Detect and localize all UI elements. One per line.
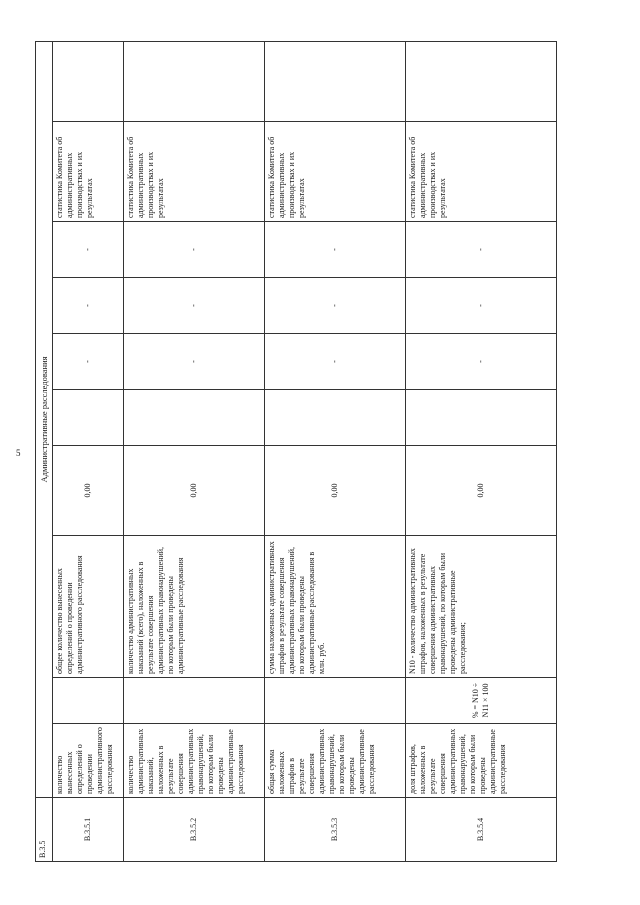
row-cell-1: [124, 390, 265, 446]
row-description: общее количество вынесенных определений о проведении административного расследования: [53, 536, 124, 678]
row-code: B.3.5.4: [406, 798, 557, 862]
row-value: 0,00: [124, 446, 265, 536]
row-empty: [124, 41, 265, 121]
row-source: статистика Комитета об административных производствах и их результатах: [406, 122, 557, 222]
row-code: B.3.5.3: [265, 798, 406, 862]
row-formula: [124, 678, 265, 724]
row-value: 0,00: [265, 446, 406, 536]
row-formula: [53, 678, 124, 724]
row-cell-1: [406, 390, 557, 446]
section-header-row: [36, 41, 53, 861]
row-value: 0,00: [53, 446, 124, 536]
row-source: статистика Комитета об административных производствах и их результатах: [124, 122, 265, 222]
row-description: сумма наложенных административных штрафов в результате совершения административных правонарушений, по которым были проведены административные расследования в млн. руб.: [265, 536, 406, 678]
row-empty: [53, 41, 124, 121]
rotated-table-sheet: [35, 42, 605, 862]
row-cell-4: -: [265, 222, 406, 278]
row-cell-2: -: [124, 334, 265, 390]
row-empty: [406, 41, 557, 121]
row-source: статистика Комитета об административных производствах и их результатах: [265, 122, 406, 222]
table-row: [53, 41, 124, 861]
row-source: статистика Комитета об административных производствах и их результатах: [53, 122, 124, 222]
row-cell-3: -: [124, 278, 265, 334]
row-cell-4: -: [53, 222, 124, 278]
row-name: количество административных наказаний, наложенных в результате совершения административных правонарушений, по которым были проведены административные расследования: [124, 724, 265, 798]
row-name: общая сумма наложенных штрафов в результате совершения административных правонарушений, по которым были проведены административные расследования: [265, 724, 406, 798]
table-row: [124, 41, 265, 861]
row-cell-2: -: [53, 334, 124, 390]
row-cell-4: -: [406, 222, 557, 278]
row-cell-2: -: [406, 334, 557, 390]
row-description: N10 - количество административных штрафов, наложенных в результате совершения административных правонарушений, по которым были проведены административные расследования;: [406, 536, 557, 678]
section-code: B.3.5: [36, 798, 53, 862]
row-cell-3: -: [53, 278, 124, 334]
row-cell-2: -: [265, 334, 406, 390]
row-cell-4: -: [124, 222, 265, 278]
table-row: [406, 41, 557, 861]
row-formula: [265, 678, 406, 724]
row-empty: [265, 41, 406, 121]
row-value: 0,00: [406, 446, 557, 536]
row-cell-1: [53, 390, 124, 446]
row-cell-3: -: [265, 278, 406, 334]
section-title: Административные расследования: [36, 41, 53, 797]
row-description: количество административных наказаний (всего), наложенных в результате совершения административных правонарушений, по которым были проведены административные расследования: [124, 536, 265, 678]
row-name: количество вынесенных определений о проведении административного расследования: [53, 724, 124, 798]
page-number: 5: [16, 448, 21, 458]
row-cell-1: [265, 390, 406, 446]
row-code: B.3.5.2: [124, 798, 265, 862]
table-row: [265, 41, 406, 861]
row-formula: % = N10 ÷ N11 × 100: [406, 678, 557, 724]
row-code: B.3.5.1: [53, 798, 124, 862]
indicators-table: [35, 41, 557, 862]
row-cell-3: -: [406, 278, 557, 334]
row-name: доля штрафов, наложенных в результате совершения административных правонарушений, по которым были проведены административные расследования: [406, 724, 557, 798]
